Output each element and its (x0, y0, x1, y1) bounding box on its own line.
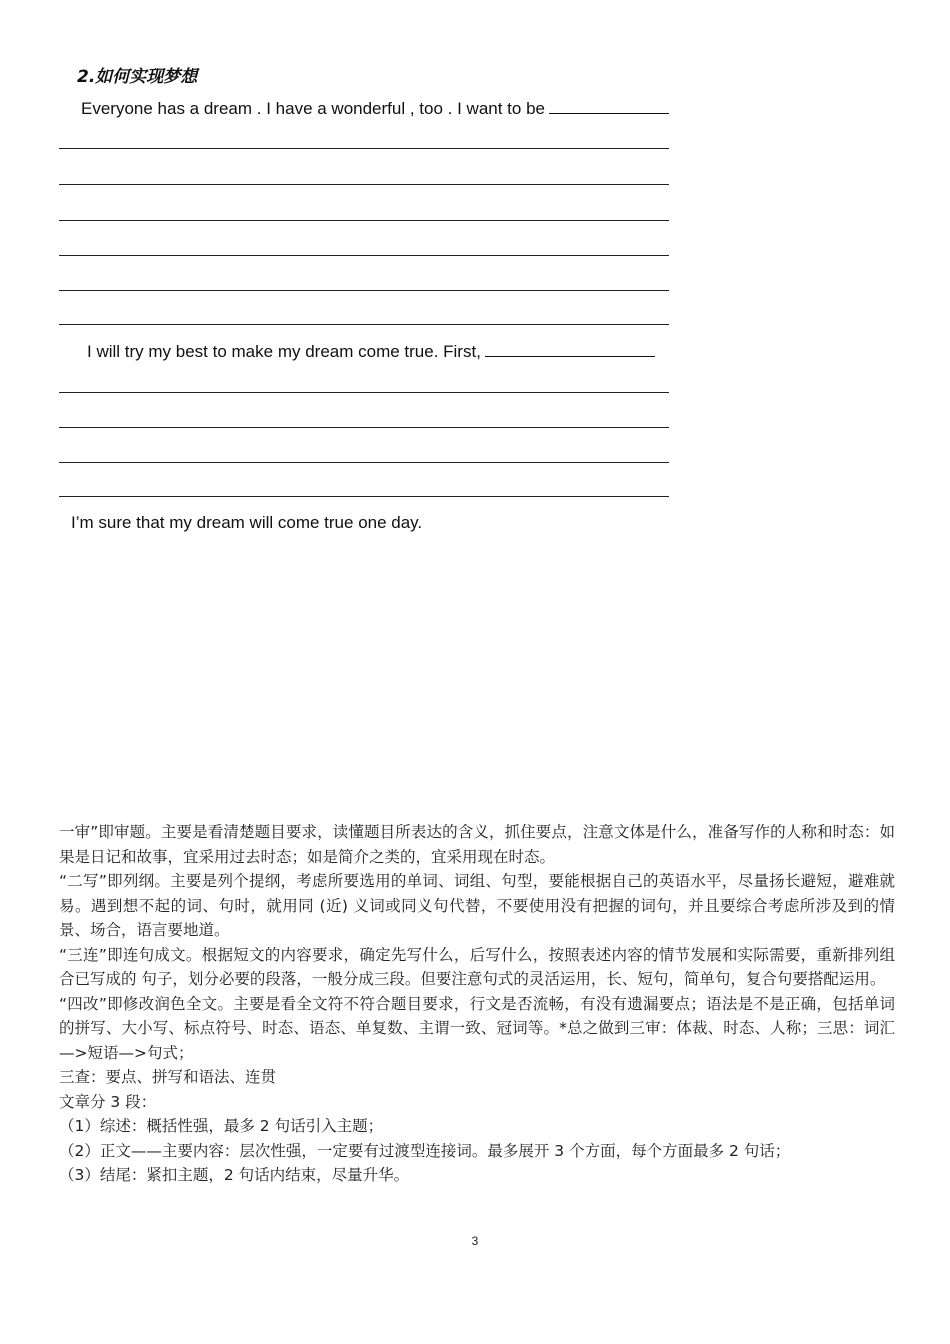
closing-line: I’m sure that my dream will come true one day. (71, 513, 423, 532)
tip-paragraph: 一审”即审题。主要是看清楚题目要求，读懂题目所表达的含义，抓住要点，注意文体是什么，准备写作的人称和时态：如果是日记和故事，宜采用过去时态；如是简介之类的，宜采用现在时态。 (59, 823, 895, 866)
tip-paragraph: 三查：要点、拼写和语法、连贯 (59, 1068, 277, 1086)
writing-line[interactable] (59, 496, 669, 497)
writing-tips (59, 820, 895, 1188)
answer-blank[interactable] (485, 340, 655, 357)
intro-line (81, 97, 669, 120)
tip-paragraph: 文章分 3 段： (59, 1092, 157, 1111)
tip-paragraph: （1）综述：概括性强，最多 2 句话引入主题； (59, 1117, 384, 1135)
tip-paragraph: （3）结尾：紧扣主题，2 句话内结束，尽量升华。 (59, 1166, 410, 1184)
writing-line[interactable] (59, 324, 669, 325)
answer-blank[interactable] (549, 97, 669, 114)
page-number: 3 (471, 1234, 479, 1248)
middle-line (87, 340, 655, 363)
tip-paragraph: “三连”即连句成文。根据短文的内容要求，确定先写什么，后写什么，按照表述内容的情节发展和实际需要，重新排列组合已写成的 句子，划分必要的段落，一般分成三段。但要注意句式的灵活运用，长、短句，简单句，复合句要搭配运用。 (59, 945, 895, 988)
tip-paragraph: “四改”即修改润色全文。主要是看全文符不符合题目要求，行文是否流畅，有没有遗漏要点；语法是不是正确，包括单词的拼写、大小写、标点符号、时态、语态、单复数、主谓一致、冠词等。*总之做到三审：体裁、时态、人称；三思：词汇—>短语—>句式； (59, 994, 895, 1062)
tip-paragraph: “二写”即列纲。主要是列个提纲，考虑所要选用的单词、词组、句型，要能根据自己的英语水平，尽量扬长避短，避难就易。遇到想不起的词、句时，就用同 (近) 义词或同义句代替，不要使用没有把握的词句，并且要综合考虑所涉及到的情景、场合，语言要地道。 (59, 872, 895, 939)
writing-line[interactable] (59, 392, 669, 393)
tip-paragraph: （2）正文——主要内容：层次性强，一定要有过渡型连接词。最多展开 3 个方面，每个方面最多 2 句话； (59, 1141, 791, 1160)
intro-line-text: Everyone has a dream . I have a wonderful , too . I want to be (81, 99, 545, 118)
section-heading: 2.如何实现梦想 (77, 67, 198, 87)
writing-line[interactable] (59, 184, 669, 185)
writing-line[interactable] (59, 462, 669, 463)
writing-line[interactable] (59, 427, 669, 428)
middle-line-text: I will try my best to make my dream come true. First, (87, 342, 481, 361)
writing-line[interactable] (59, 220, 669, 221)
writing-line[interactable] (59, 255, 669, 256)
writing-line[interactable] (59, 290, 669, 291)
writing-line[interactable] (59, 148, 669, 149)
